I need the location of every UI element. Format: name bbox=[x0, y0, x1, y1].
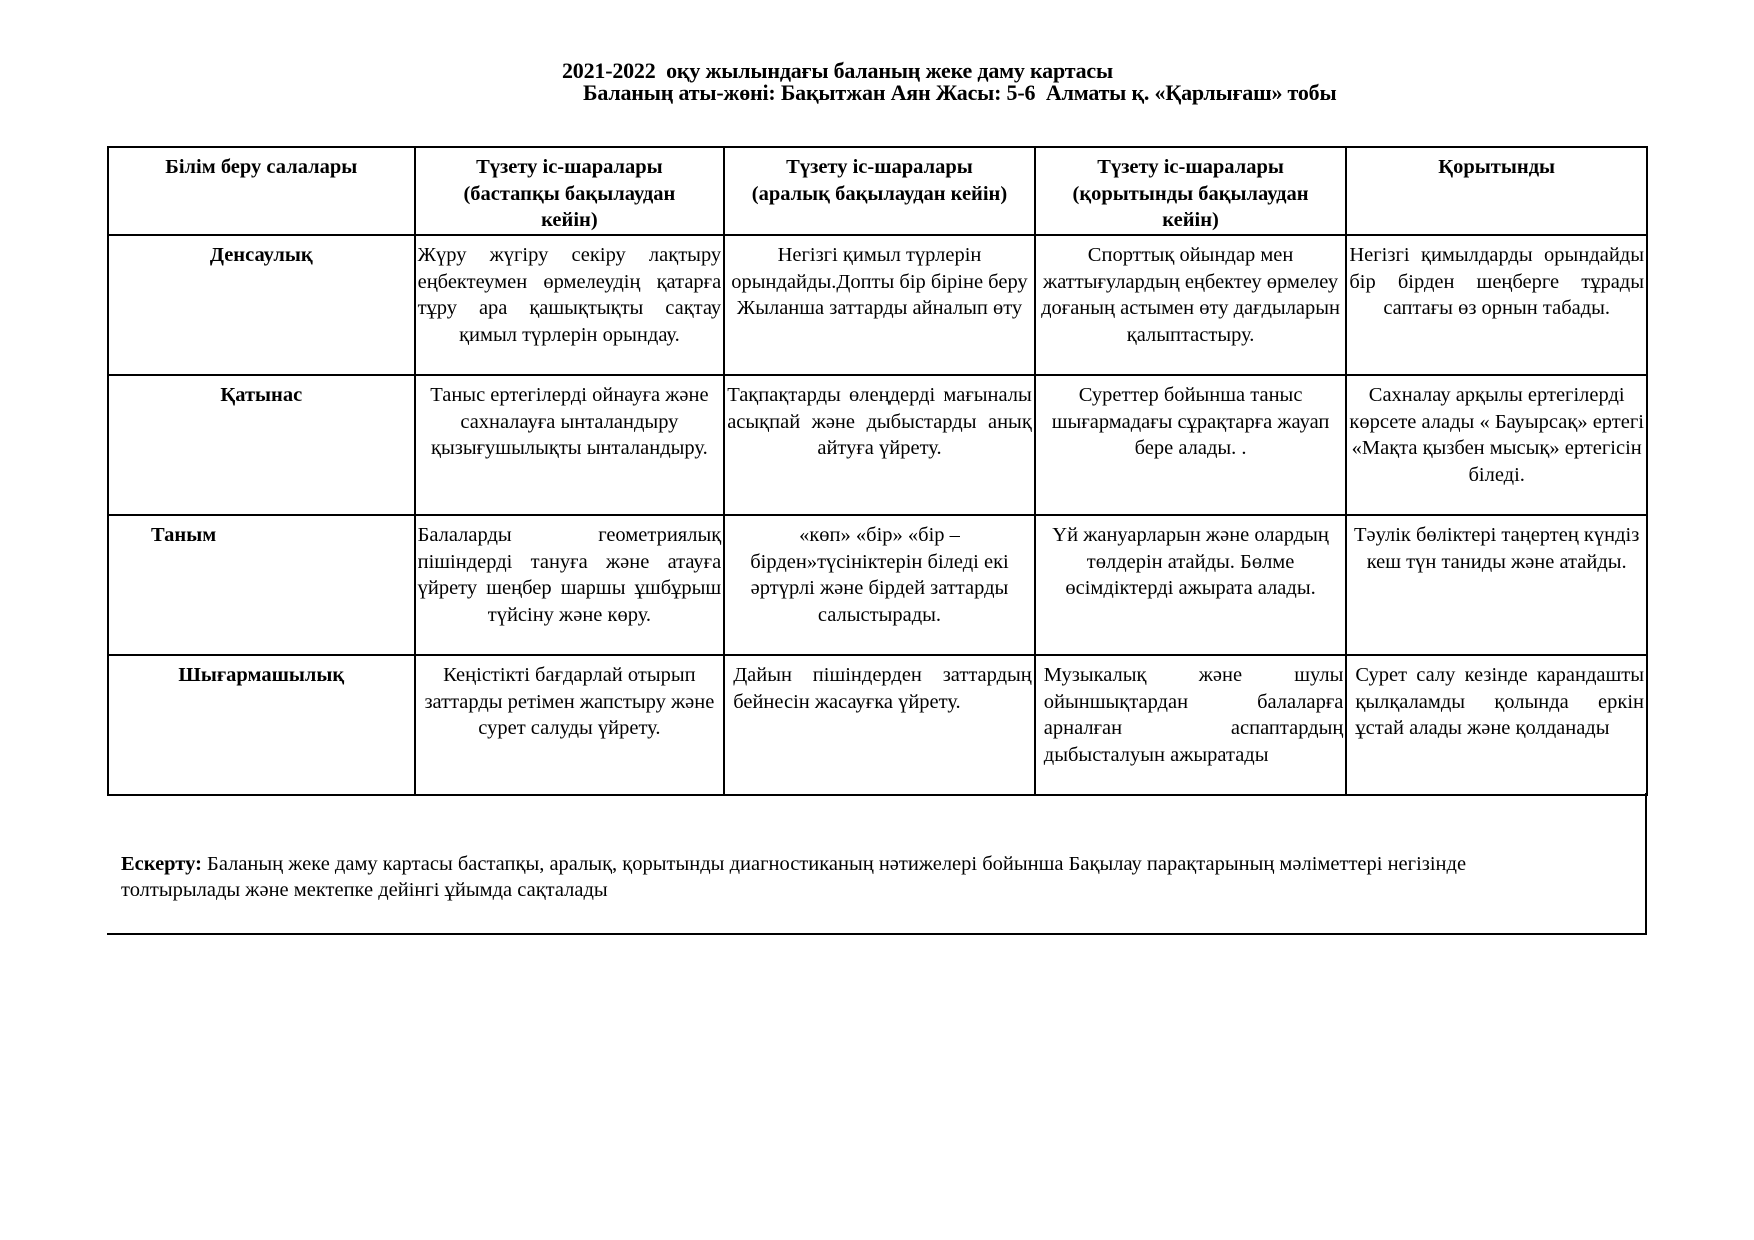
child-info-line: Баланың аты-жөні: Бақытжан Аян Жасы: 5-6 Алматы қ. «Қарлығаш» тобы bbox=[583, 80, 1337, 105]
result-cell: Сахналау арқылы ертегілерді көрсете алады « Бауырсақ» ертегі «Мақта қызбен мысық» ертегісін біледі. bbox=[1346, 375, 1647, 515]
header-line: (қорытынды бақылаудан bbox=[1072, 182, 1309, 205]
column-header-result: Қорытынды bbox=[1346, 147, 1647, 235]
header-line: кейін) bbox=[541, 209, 598, 231]
final-cell: Суреттер бойынша таныс шығармадағы сұрақтарға жауап бере алады. . bbox=[1035, 375, 1347, 515]
column-header-final bbox=[1035, 147, 1347, 235]
table-row bbox=[108, 515, 1647, 655]
document-title: 2021-2022 оқу жылындағы баланың жеке даму картасы bbox=[562, 58, 1113, 83]
result-cell: Негізгі қимылдарды орындайды бір бірден шеңберге тұрады саптағы өз орнын табады. bbox=[1346, 235, 1647, 375]
table-row bbox=[108, 235, 1647, 375]
intermediate-cell: «көп» «бір» «бір – бірден»түсініктерін біледі екі әртүрлі және бірдей заттарды салыстырады. bbox=[724, 515, 1035, 655]
area-cell: Денсаулық bbox=[108, 235, 415, 375]
area-cell: Қатынас bbox=[108, 375, 415, 515]
initial-cell: Жүру жүгіру секіру лақтыру еңбектеумен өрмелеудің қатарға тұру ара қашықтықты сақтау қимыл түрлерін орындау. bbox=[415, 235, 725, 375]
final-cell: Музыкалық және шулы ойыншықтардан балаларға арналған аспаптардың дыбысталуын ажыратады bbox=[1035, 655, 1347, 795]
final-cell: Спорттық ойындар мен жаттығулардың еңбектеу өрмелеу доғаның астымен өту дағдыларын қалыптастыру. bbox=[1035, 235, 1347, 375]
header-line: (аралық бақылаудан кейін) bbox=[751, 182, 1008, 205]
intermediate-cell: Негізгі қимыл түрлерін орындайды.Допты бір біріне беру Жыланша заттарды айналып өту bbox=[724, 235, 1035, 375]
area-cell: Шығармашылық bbox=[108, 655, 415, 795]
table-header-row bbox=[108, 147, 1647, 235]
column-header-areas: Білім беру салалары bbox=[108, 147, 415, 235]
intermediate-cell: Дайын пішіндерден заттардың бейнесін жасауғка үйрету. bbox=[724, 655, 1035, 795]
initial-cell: Таныс ертегілерді ойнауға және сахналауға ынталандыру қызығушылықты ынталандыру. bbox=[415, 375, 725, 515]
result-cell: Сурет салу кезінде карандашты қылқаламды қолында еркін ұстай алады және қолданады bbox=[1346, 655, 1647, 795]
intermediate-cell: Тақпақтарды өлеңдерді мағыналы асықпай және дыбыстарды анық айтуға үйрету. bbox=[724, 375, 1035, 515]
final-cell: Үй жануарларын және олардың төлдерін атайды. Бөлме өсімдіктерді ажырата алады. bbox=[1035, 515, 1347, 655]
header-line: Түзету іс-шаралары bbox=[786, 156, 973, 178]
area-cell: Таным bbox=[108, 515, 415, 655]
note-label: Ескерту: bbox=[121, 853, 202, 875]
header-line: (бастапқы бақылаудан bbox=[463, 182, 676, 205]
header-line: Түзету іс-шаралары bbox=[476, 156, 663, 178]
column-header-intermediate bbox=[724, 147, 1035, 235]
column-header-initial bbox=[415, 147, 725, 235]
development-card-table bbox=[107, 146, 1648, 796]
note-text bbox=[121, 851, 1621, 903]
header-line: Түзету іс-шаралары bbox=[1097, 156, 1284, 178]
note-section bbox=[107, 793, 1647, 935]
initial-cell: Кеңістікті бағдарлай отырып заттарды ретімен жапстыру және сурет салуды үйрету. bbox=[415, 655, 725, 795]
note-line-2: толтырылады және мектепке дейінгі ұйымда сақталады bbox=[121, 879, 608, 901]
table-row bbox=[108, 655, 1647, 795]
result-cell: Тәулік бөліктері таңертең күндіз кеш түн таниды және атайды. bbox=[1346, 515, 1647, 655]
header-line: кейін) bbox=[1162, 209, 1219, 231]
initial-cell: Балаларды геометриялық пішіндерді тануға және атауға үйрету шеңбер шаршы ұшбұрыш түйсіну және көру. bbox=[415, 515, 725, 655]
note-line-1: Баланың жеке даму картасы бастапқы, аралық, қорытынды диагностиканың нәтижелері бойынша Бақылау парақтарының мәліметтері негізінде bbox=[201, 853, 1467, 875]
table-row bbox=[108, 375, 1647, 515]
